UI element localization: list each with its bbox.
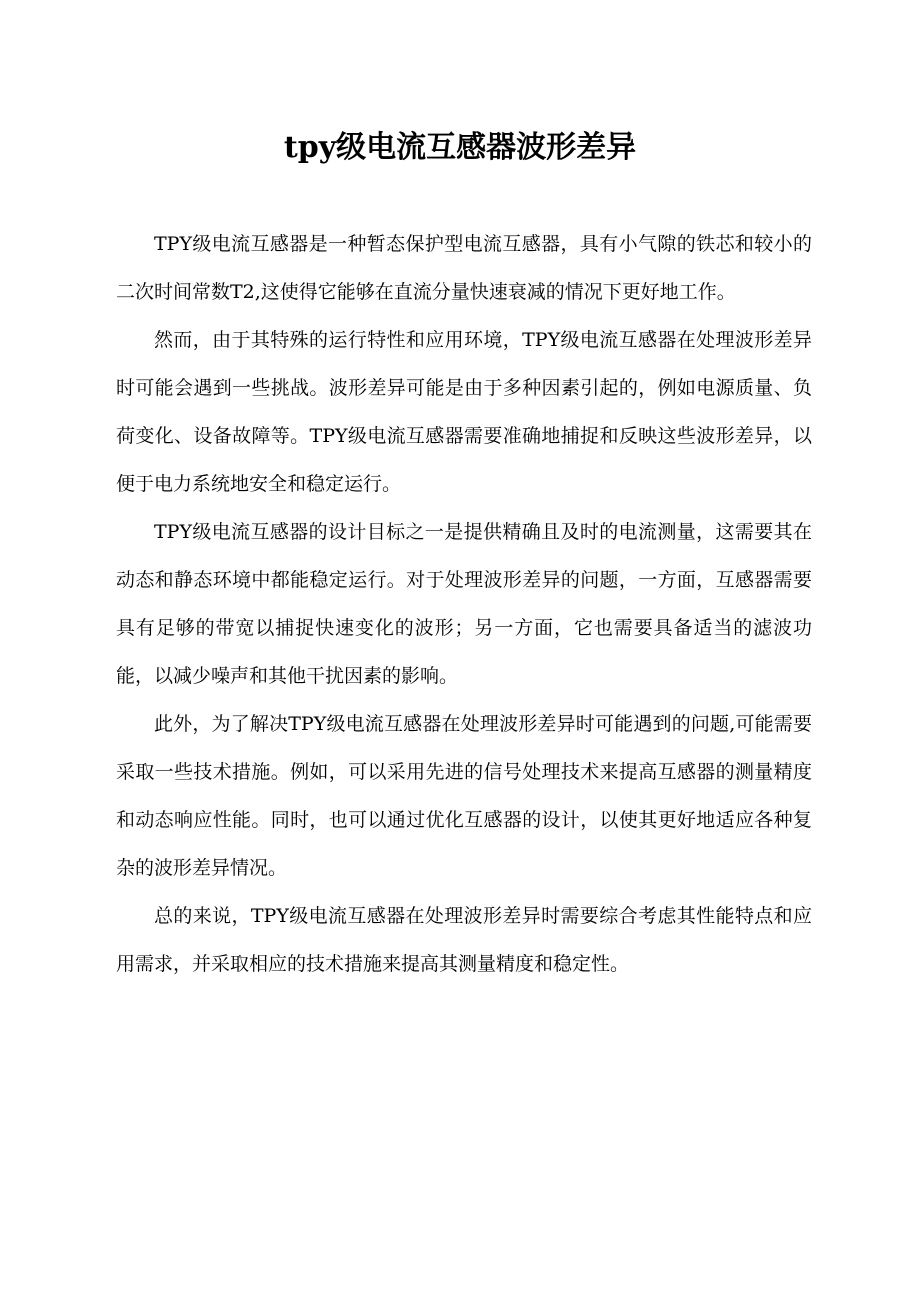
paragraph-5: 总的来说，TPY级电流互感器在处理波形差异时需要综合考虑其性能特点和应用需求，并采取相应的技术措施来提高其测量精度和稳定性。 (116, 905, 812, 975)
paragraph-2: 然而，由于其特殊的运行特性和应用环境，TPY级电流互感器在处理波形差异时可能会遇到一些挑战。波形差异可能是由于多种因素引起的，例如电源质量、负荷变化、设备故障等。TPY级电流互感器需要准确地捕捉和反映这些波形差异，以便于电力系统地安全和稳定运行。 (116, 329, 812, 495)
document-title: tpy级电流互感器波形差异 (283, 130, 637, 165)
paragraph-4: 此外，为了解决TPY级电流互感器在处理波形差异时可能遇到的问题,可能需要采取一些技术措施。例如，可以采用先进的信号处理技术来提高互感器的测量精度和动态响应性能。同时，也可以通过优化互感器的设计，以使其更好地适应各种复杂的波形差异情况。 (116, 713, 812, 879)
paragraph-1: TPY级电流互感器是一种暂态保护型电流互感器，具有小气隙的铁芯和较小的二次时间常数T2,这使得它能够在直流分量快速衰减的情况下更好地工作。 (116, 233, 812, 303)
paragraph-3: TPY级电流互感器的设计目标之一是提供精确且及时的电流测量，这需要其在动态和静态环境中都能稳定运行。对于处理波形差异的问题，一方面，互感器需要具有足够的带宽以捕捉快速变化的波形；另一方面，它也需要具备适当的滤波功能，以减少噪声和其他干扰因素的影响。 (116, 521, 812, 687)
document-body (116, 220, 812, 988)
